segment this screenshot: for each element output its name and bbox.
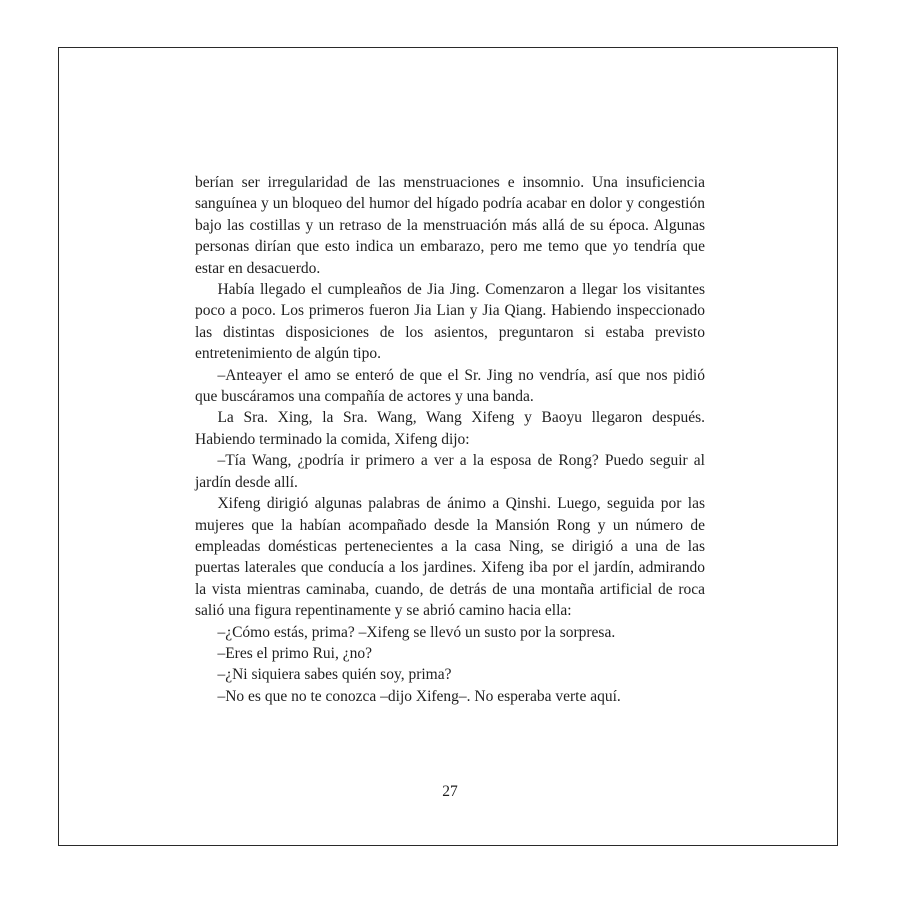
body-text: [195, 172, 705, 707]
paragraph: –No es que no te conozca –dijo Xifeng–. No esperaba verte aquí.: [217, 687, 621, 705]
paragraph: Xifeng dirigió algunas palabras de ánimo a Qinshi. Luego, seguida por las mujeres que la habían acompañado desde la Mansión Rong y un número de empleadas domésticas pertenecientes a la casa Ning, se dirigió a una de las puertas laterales que conducía a los jardines. Xifeng iba por el jardín, admirando la vista mientras caminaba, cuando, de detrás de una montaña artificial de roca salió una figura repentinamente y se abrió camino hacia ella:: [195, 495, 705, 620]
paragraph: –¿Cómo estás, prima? –Xifeng se llevó un susto por la sorpresa.: [217, 623, 616, 641]
paragraph: berían ser irregularidad de las menstruaciones e insomnio. Una insuficiencia sanguínea y un bloqueo del humor del hígado podría acabar en dolor y congestión bajo las costillas y un retraso de la menstruación más allá de su época. Algunas personas dirían que esto indica un embarazo, pero me temo que yo tendría que estar en desacuerdo.: [195, 174, 705, 277]
paragraph: –Eres el primo Rui, ¿no?: [217, 644, 372, 662]
paragraph: –Anteayer el amo se enteró de que el Sr. Jing no vendría, así que nos pidió que buscáramos una compañía de actores y una banda.: [195, 366, 705, 406]
paragraph: –Tía Wang, ¿podría ir primero a ver a la esposa de Rong? Puedo seguir al jardín desde allí.: [195, 452, 705, 491]
paragraph: La Sra. Xing, la Sra. Wang, Wang Xifeng y Baoyu llegaron después. Habiendo terminado la comida, Xifeng dijo:: [195, 409, 705, 448]
paragraph: –¿Ni siquiera sabes quién soy, prima?: [217, 666, 452, 684]
page-number: 27: [442, 783, 458, 800]
paragraph: Había llegado el cumpleaños de Jia Jing. Comenzaron a llegar los visitantes poco a poco. Los primeros fueron Jia Lian y Jia Qiang. Habiendo inspeccionado las distintas disposiciones de los asientos, preguntaron si estaba previsto entretenimiento de algún tipo.: [195, 281, 705, 363]
